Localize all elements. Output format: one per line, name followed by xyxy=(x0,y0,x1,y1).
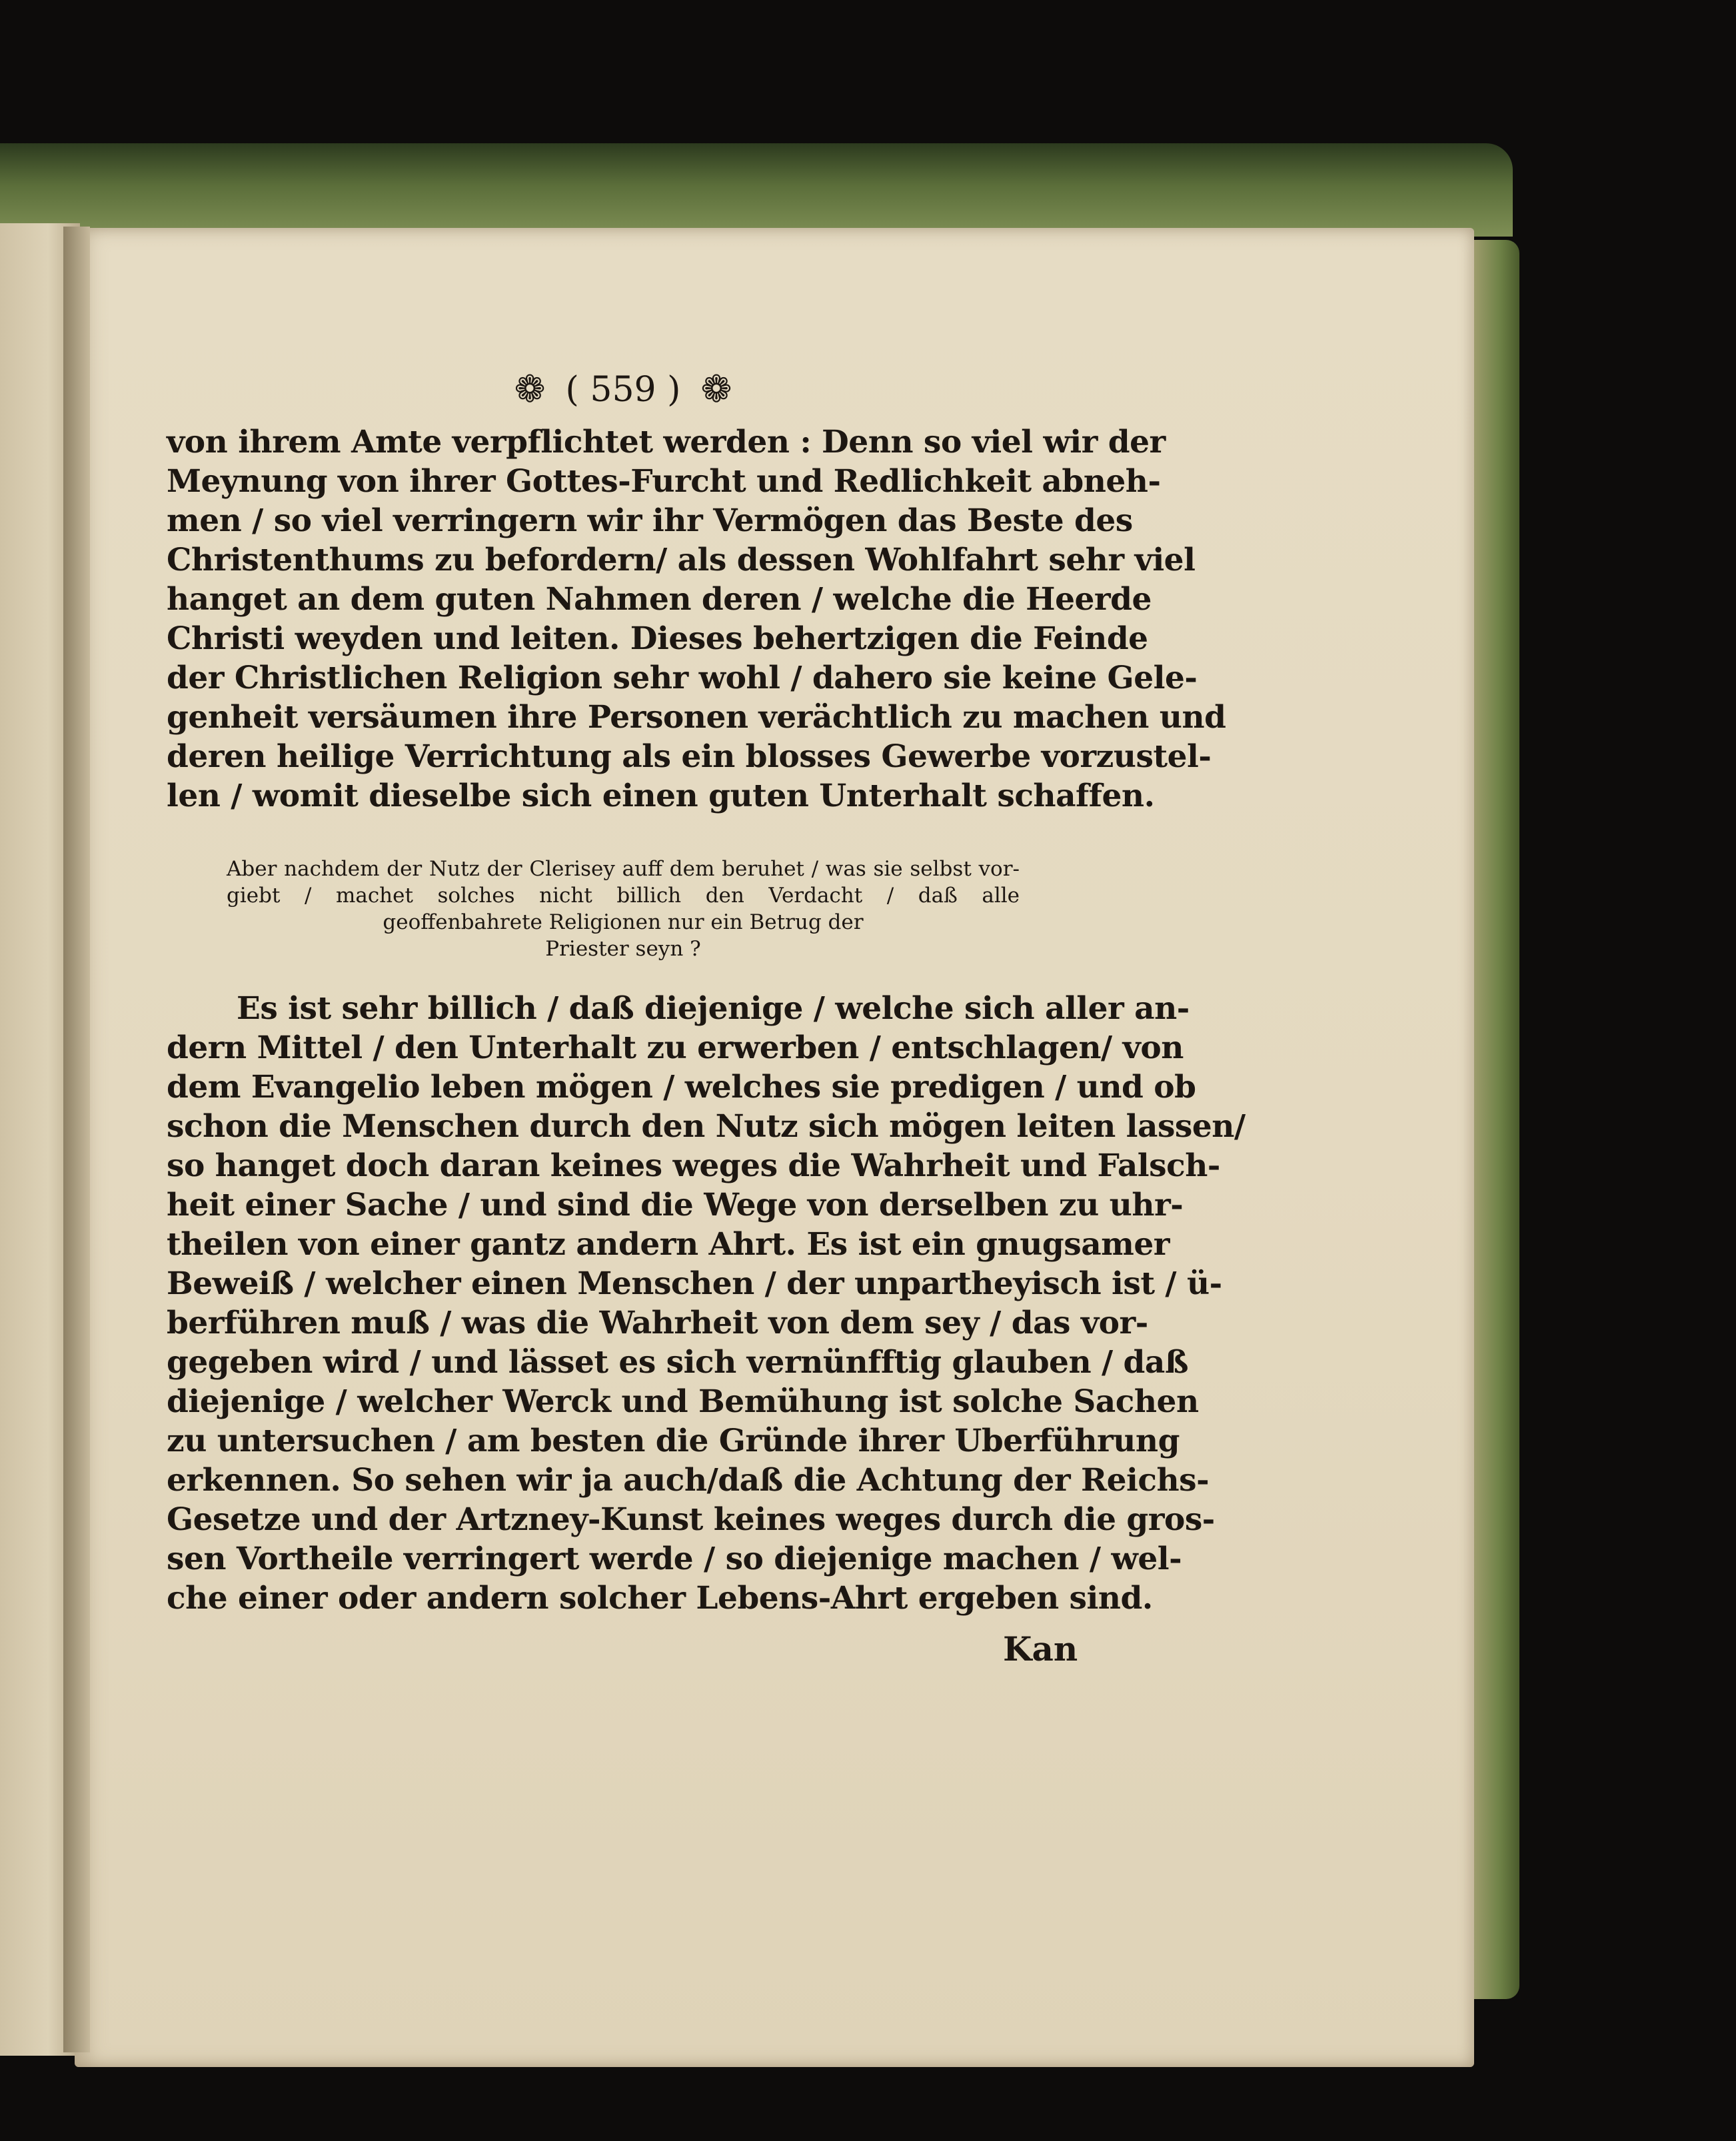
text-line: Gesetze und der Artzney-Kunst keines weges durch die gros- xyxy=(167,1501,1215,1538)
cover-edge-top xyxy=(0,143,1513,237)
text-line: Meynung von ihrer Gottes-Furcht und Redlichkeit abneh- xyxy=(167,463,1161,500)
ornament-right-icon: ❁ xyxy=(700,368,732,411)
heading-line: giebt / machet solches nicht billich den Verdacht / daß alle xyxy=(227,884,1020,908)
text-line: sen Vortheile verringert werde / so diejenige machen / wel- xyxy=(167,1541,1182,1577)
heading-line: Priester seyn ? xyxy=(545,937,701,961)
book-gutter xyxy=(63,227,90,2052)
text-line: Es ist sehr billich / daß diejenige / welche sich aller an- xyxy=(237,990,1190,1027)
text-line: len / womit dieselbe sich einen guten Unterhalt schaffen. xyxy=(167,778,1155,814)
page-header xyxy=(167,366,1080,413)
text-line: deren heilige Verrichtung als ein blosses Gewerbe vorzustel- xyxy=(167,738,1212,775)
text-line: genheit versäumen ihre Personen verächtlich zu machen und xyxy=(167,699,1226,736)
text-line: Christenthums zu befordern/ als dessen Wohlfahrt sehr viel xyxy=(167,542,1196,578)
heading-line: geoffenbahrete Religionen nur ein Betrug der xyxy=(383,910,864,934)
text-line: men / so viel verringern wir ihr Vermögen das Beste des xyxy=(167,502,1133,539)
text-line: diejenige / welcher Werck und Bemühung ist solche Sachen xyxy=(167,1383,1199,1420)
page-number: ( 559 ) xyxy=(565,370,681,410)
text-line: zu untersuchen / am besten die Gründe ihrer Uberführung xyxy=(167,1423,1180,1459)
text-line: schon die Menschen durch den Nutz sich mögen leiten lassen/ xyxy=(167,1108,1246,1145)
text-line: so hanget doch daran keines weges die Wahrheit und Falsch- xyxy=(167,1147,1220,1184)
text-line: dem Evangelio leben mögen / welches sie predigen / und ob xyxy=(167,1069,1196,1105)
text-line: berführen muß / was die Wahrheit von dem sey / das vor- xyxy=(167,1305,1148,1341)
text-line: Beweiß / welcher einen Menschen / der unpartheyisch ist / ü- xyxy=(167,1265,1222,1302)
text-line: erkennen. So sehen wir ja auch/daß die Achtung der Reichs- xyxy=(167,1462,1210,1499)
ornament-left-icon: ❁ xyxy=(514,368,546,411)
section-heading xyxy=(227,856,1020,962)
paragraph-1 xyxy=(167,422,1226,816)
text-line: dern Mittel / den Unterhalt zu erwerben / entschlagen/ von xyxy=(167,1030,1184,1066)
text-line: gegeben wird / und lässet es sich vernünfftig glauben / daß xyxy=(167,1344,1189,1381)
text-line: hanget an dem guten Nahmen deren / welche die Heerde xyxy=(167,581,1152,618)
heading-line: Aber nachdem der Nutz der Clerisey auff dem beruhet / was sie selbst vor- xyxy=(227,857,1020,881)
text-line: von ihrem Amte verpflichtet werden : Denn so viel wir der xyxy=(167,424,1166,460)
text-line: der Christlichen Religion sehr wohl / dahero sie keine Gele- xyxy=(167,660,1198,696)
catchword: Kan xyxy=(1003,1629,1078,1669)
paragraph-2 xyxy=(167,989,1246,1618)
text-line: heit einer Sache / und sind die Wege von derselben zu uhr- xyxy=(167,1187,1184,1223)
text-line: Christi weyden und leiten. Dieses behertzigen die Feinde xyxy=(167,620,1148,657)
text-line: che einer oder andern solcher Lebens-Ahrt ergeben sind. xyxy=(167,1580,1153,1617)
text-line: theilen von einer gantz andern Ahrt. Es ist ein gnugsamer xyxy=(167,1226,1170,1263)
page-text xyxy=(167,366,1246,1618)
